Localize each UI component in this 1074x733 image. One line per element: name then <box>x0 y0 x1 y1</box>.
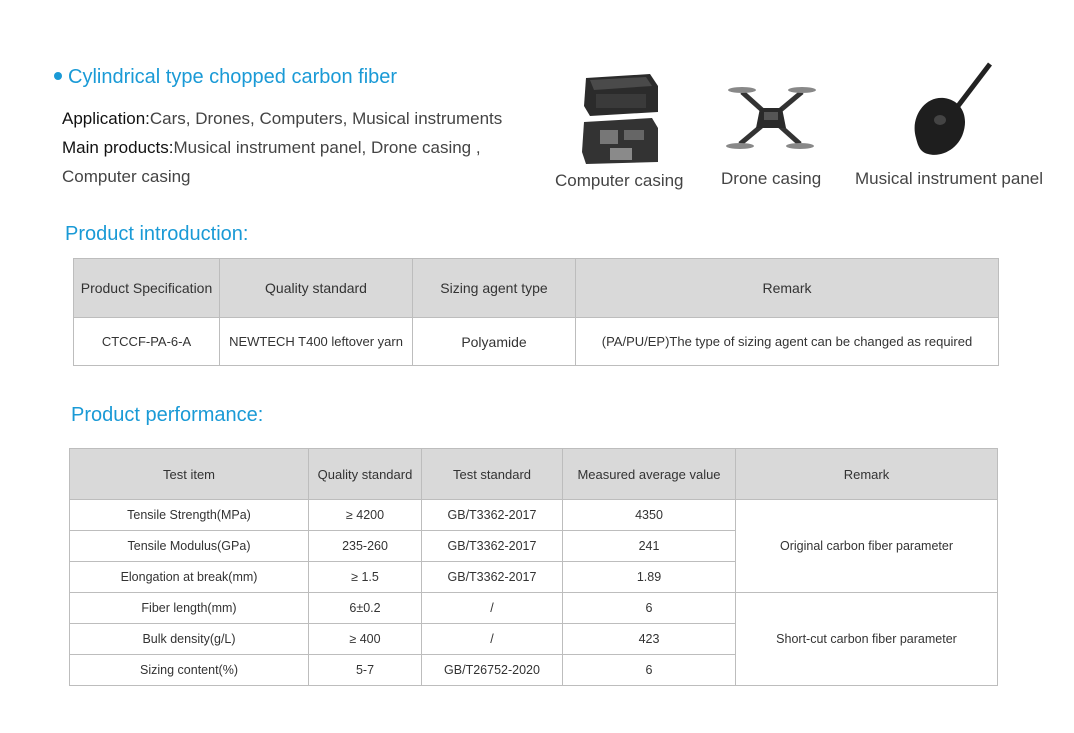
table-cell: Tensile Modulus(GPa) <box>70 531 309 562</box>
table-cell: GB/T3362-2017 <box>422 531 563 562</box>
section-title <box>54 66 397 89</box>
remark-cell: Short-cut carbon fiber parameter <box>736 593 998 686</box>
laptop-casing-image <box>580 72 660 166</box>
header-cell: Test item <box>70 449 309 500</box>
table-header-row <box>70 449 998 500</box>
header-cell: Quality standard <box>220 259 413 318</box>
application-value: Cars, Drones, Computers, Musical instruments <box>149 109 503 128</box>
table-cell: Fiber length(mm) <box>70 593 309 624</box>
remark-cell: Original carbon fiber parameter <box>736 500 998 593</box>
header-cell: Measured average value <box>563 449 736 500</box>
table-cell: Elongation at break(mm) <box>70 562 309 593</box>
table-row <box>70 593 998 624</box>
table-cell: / <box>422 624 563 655</box>
table-cell: (PA/PU/EP)The type of sizing agent can be changed as required <box>576 318 999 366</box>
header-cell: Remark <box>736 449 998 500</box>
header-cell: Test standard <box>422 449 563 500</box>
table-row <box>74 318 999 366</box>
bullet-icon <box>54 72 62 80</box>
table-cell: 6 <box>563 655 736 686</box>
table-row <box>70 500 998 531</box>
table-cell: ≥ 400 <box>309 624 422 655</box>
main-products-value: Musical instrument panel, Drone casing , Computer casing <box>62 138 481 186</box>
table-cell: 5-7 <box>309 655 422 686</box>
page-title: Cylindrical type chopped carbon fiber <box>68 66 398 88</box>
table-cell: ≥ 4200 <box>309 500 422 531</box>
table-cell: 423 <box>563 624 736 655</box>
caption-computer-casing: Computer casing <box>555 171 684 190</box>
main-products-line <box>62 133 552 191</box>
table-cell: GB/T3362-2017 <box>422 500 563 531</box>
table-cell: Sizing content(%) <box>70 655 309 686</box>
header-cell: Sizing agent type <box>413 259 576 318</box>
table-cell: 235-260 <box>309 531 422 562</box>
header-cell: Product Specification <box>74 259 220 318</box>
table-cell: NEWTECH T400 leftover yarn <box>220 318 413 366</box>
application-line <box>62 104 552 133</box>
table-cell: 6 <box>563 593 736 624</box>
table-cell: 241 <box>563 531 736 562</box>
caption-drone-casing: Drone casing <box>721 169 822 188</box>
table-header-row <box>74 259 999 318</box>
header-cell: Remark <box>576 259 999 318</box>
application-block <box>62 104 552 191</box>
table-cell: 1.89 <box>563 562 736 593</box>
header-cell: Quality standard <box>309 449 422 500</box>
table-cell: GB/T26752-2020 <box>422 655 563 686</box>
table-cell: CTCCF-PA-6-A <box>74 318 220 366</box>
performance-title: Product performance: <box>71 404 264 426</box>
intro-table <box>73 258 999 366</box>
application-label: Application: <box>62 109 150 128</box>
intro-title: Product introduction: <box>65 223 249 245</box>
table-cell: / <box>422 593 563 624</box>
table-cell: Polyamide <box>413 318 576 366</box>
table-cell: Bulk density(g/L) <box>70 624 309 655</box>
table-cell: ≥ 1.5 <box>309 562 422 593</box>
main-products-label: Main products: <box>62 138 174 157</box>
table-cell: GB/T3362-2017 <box>422 562 563 593</box>
performance-table <box>69 448 998 686</box>
table-cell: 4350 <box>563 500 736 531</box>
table-cell: Tensile Strength(MPa) <box>70 500 309 531</box>
table-cell: 6±0.2 <box>309 593 422 624</box>
drone-image <box>722 78 820 160</box>
guitar-panel-image <box>906 60 996 160</box>
caption-instrument-panel: Musical instrument panel <box>855 169 1044 188</box>
